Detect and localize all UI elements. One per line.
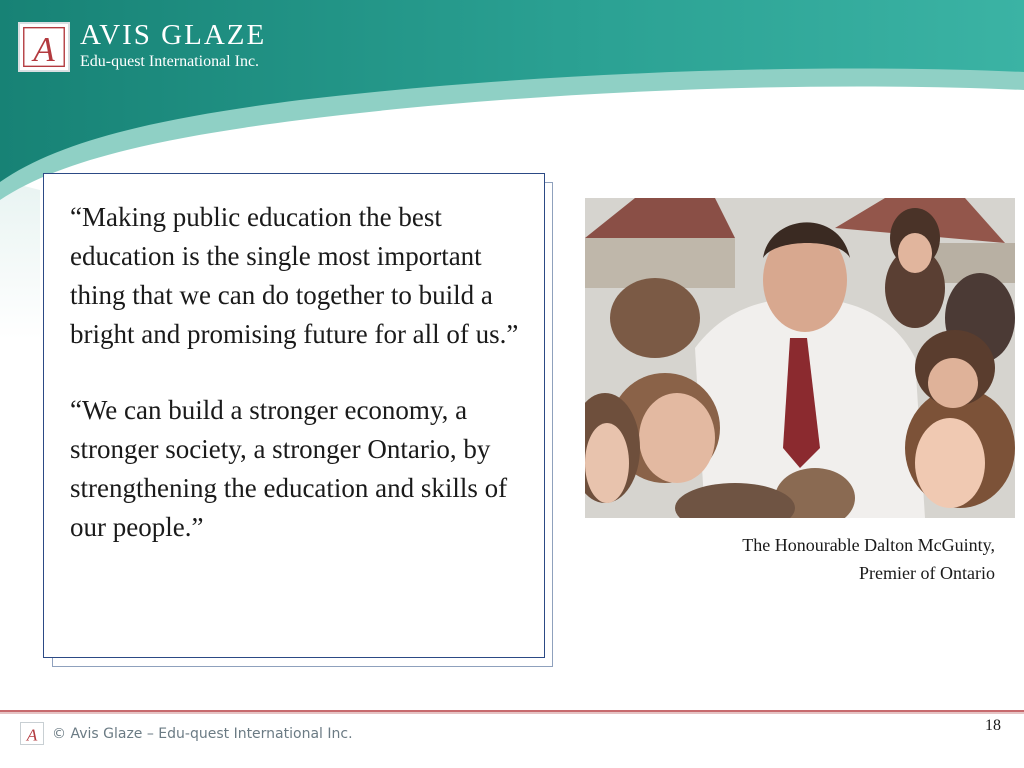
caption-line-1: The Honourable Dalton McGuinty, — [742, 535, 995, 555]
quote-text-block — [70, 198, 540, 547]
company-logo-icon — [18, 22, 70, 72]
photo-caption — [615, 531, 995, 587]
caption-line-2: Premier of Ontario — [859, 563, 995, 583]
premier-photo — [585, 198, 1015, 518]
footer-divider — [0, 710, 1024, 714]
footer-copyright: © Avis Glaze – Edu-quest International Inc. — [52, 726, 353, 742]
quote-paragraph-2: “We can build a stronger economy, a stronger society, a stronger Ontario, by strengthening the education and skills of our people.” — [70, 395, 508, 542]
page-number: 18 — [985, 717, 1001, 734]
svg-text:A: A — [26, 725, 38, 744]
quote-paragraph-1: “Making public education the best education is the single most important thing that we can do together to build a bright and promising future for all of us.” — [70, 202, 519, 349]
brand-name: AVIS GLAZE — [80, 19, 267, 51]
brand-tagline: Edu-quest International Inc. — [80, 53, 260, 70]
footer-logo-icon — [20, 722, 44, 745]
svg-text:A: A — [33, 29, 55, 69]
